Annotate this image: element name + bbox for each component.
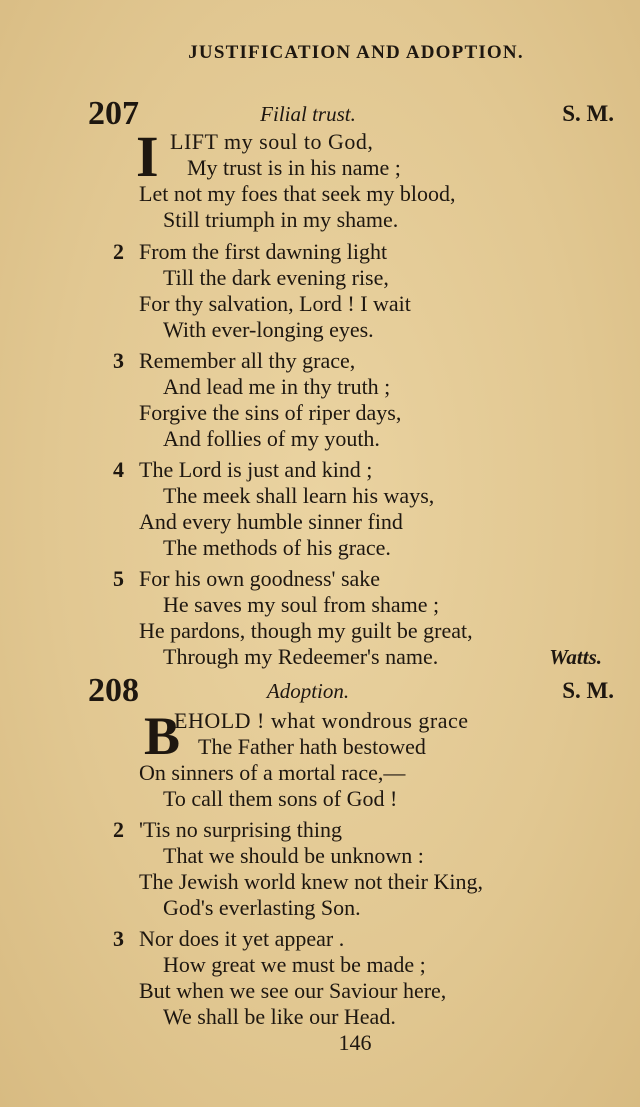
verse-line: EHOLD ! what wondrous grace: [174, 708, 469, 733]
verse-line: He pardons, though my guilt be great,: [139, 618, 473, 643]
verse-line: Till the dark evening rise,: [163, 265, 389, 290]
page-number: 146: [338, 1030, 372, 1055]
verse-line: Through my Redeemer's name.: [163, 644, 439, 669]
verse-line: 3 Remember all thy grace,: [113, 348, 356, 373]
verse-line: We shall be like our Head.: [163, 1004, 396, 1029]
hymn-verse: [108, 708, 628, 812]
verse-line: He saves my soul from shame ;: [163, 592, 440, 617]
hymn-meter: S. M.: [562, 101, 614, 126]
verse-line: But when we see our Saviour here,: [139, 978, 447, 1003]
hymn-verse: [108, 239, 628, 343]
hymn-number: 207: [88, 95, 139, 132]
hymn-author: Watts.: [549, 645, 602, 669]
verse-line: With ever-longing eyes.: [163, 317, 374, 342]
verse-line: 2 'Tis no surprising thing: [113, 817, 343, 842]
verse-line: 2 From the first dawning light: [113, 239, 388, 264]
hymn-header: [88, 672, 628, 710]
verse-line: And lead me in thy truth ;: [163, 374, 391, 399]
verse-line: For thy salvation, Lord ! I wait: [139, 291, 411, 316]
verse-line: The methods of his grace.: [163, 535, 391, 560]
hymn-verse: [108, 817, 628, 921]
verse-line: 4 The Lord is just and kind ;: [113, 457, 373, 482]
hymn-verse: [108, 124, 628, 233]
hymn-verse: [108, 348, 628, 452]
verse-line: Still triumph in my shame.: [163, 207, 399, 232]
verse-line: And follies of my youth.: [163, 426, 380, 451]
verse-line: Forgive the sins of riper days,: [139, 400, 402, 425]
verse-line: That we should be unknown :: [163, 843, 424, 868]
verse-line: LIFT my soul to God,: [170, 129, 374, 154]
verse-line: How great we must be made ;: [163, 952, 426, 977]
verse-number: 4: [113, 457, 124, 482]
hymn-title: Adoption.: [266, 679, 350, 703]
verse-number: 2: [113, 817, 124, 842]
verse-number: 3: [113, 926, 124, 951]
hymn-title: Filial trust.: [260, 102, 356, 126]
verse-line: 3 Nor does it yet appear .: [113, 926, 345, 951]
verse-line: God's everlasting Son.: [163, 895, 361, 920]
verse-line: Let not my foes that seek my blood,: [139, 181, 456, 206]
verse-line: The Father hath bestowed: [198, 734, 426, 759]
verse-line: My trust is in his name ;: [187, 155, 401, 180]
hymn-verse: [108, 926, 628, 1030]
drop-capital: B: [144, 706, 181, 766]
verse-number: 5: [113, 566, 124, 591]
hymn-number: 208: [88, 672, 139, 709]
verse-line: To call them sons of God !: [163, 786, 398, 811]
verse-line: 5 For his own goodness' sake: [113, 566, 381, 591]
running-head: JUSTIFICATION AND ADOPTION.: [188, 42, 524, 63]
drop-capital: I: [136, 124, 159, 189]
hymn-verse: [108, 457, 628, 561]
verse-line: The meek shall learn his ways,: [163, 483, 435, 508]
verse-line: And every humble sinner find: [139, 509, 403, 534]
verse-line: The Jewish world knew not their King,: [139, 869, 483, 894]
verse-number: 2: [113, 239, 124, 264]
verse-number: 3: [113, 348, 124, 373]
hymn-header: [88, 95, 628, 133]
verse-line: On sinners of a mortal race,—: [139, 760, 406, 785]
hymn-meter: S. M.: [562, 678, 614, 703]
